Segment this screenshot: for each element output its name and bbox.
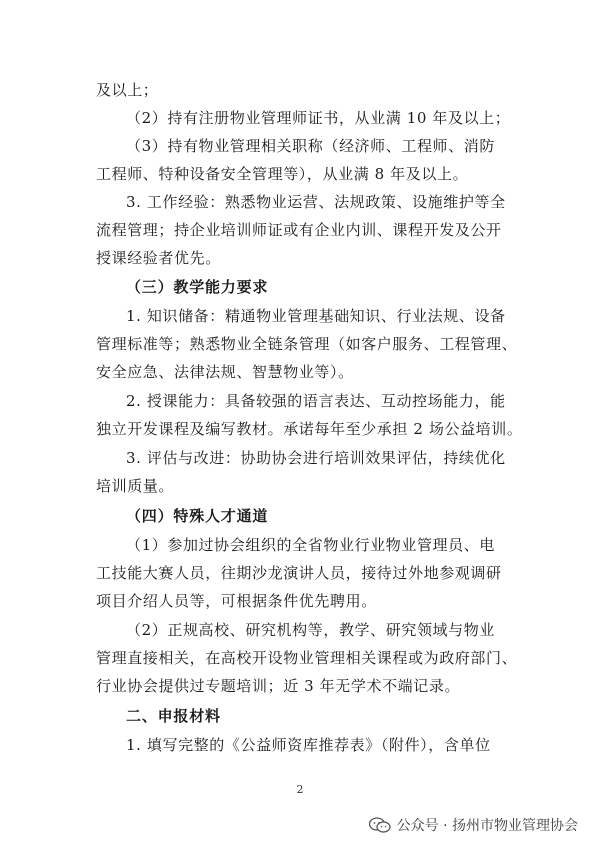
text-line: 工技能大赛人员，往期沙龙演讲人员，接待过外地参观调研 [96,564,502,582]
text-line: 管理标准等；熟悉物业全链条管理（如客户服务、工程管理、 [96,335,518,353]
text-line: 安全应急、法律法规、智慧物业等）。 [96,363,354,381]
text-line: 1. 知识储备：精通物业管理基础知识、行业法规、设备 [126,307,506,325]
text-line: 3. 工作经验：熟悉物业运营、法规政策、设施维护等全 [126,193,506,211]
text-line: 3. 评估与改进：协助协会进行培训效果评估，持续优化 [126,449,506,467]
text-line: 授课经验者优先。 [96,249,221,267]
text-line: （2）持有注册物业管理师证书，从业满 10 年及以上； [126,109,511,127]
section-heading: （四）特殊人才通道 [126,507,269,525]
section-heading: 二、申报材料 [126,707,221,725]
text-line: （1）参加过协会组织的全省物业行业物业管理员、电 [126,536,495,554]
text-line: （3）持有物业管理相关职称（经济师、工程师、消防 [126,137,495,155]
text-line: 培训质量。 [96,477,175,495]
text-line: 及以上； [96,81,159,99]
page-number: 2 [296,783,304,796]
text-line: 项目介绍人员等，可根据条件优先聘用。 [96,592,377,610]
watermark-text: 公众号 · 扬州市物业管理协会 [396,818,578,834]
wechat-icon [369,817,391,833]
text-line: 独立开发课程及编写教材。承诺每年至少承担 2 场公益培训。 [96,420,523,438]
text-line: 1. 填写完整的《公益师资库推荐表》（附件），含单位 [126,736,491,754]
text-line: 管理直接相关，在高校开设物业管理相关课程或为政府部门、 [96,649,518,667]
text-line: 工程师、特种设备安全管理等），从业满 8 年及以上。 [96,165,469,183]
section-heading: （三）教学能力要求 [126,278,269,296]
text-line: 流程管理；持企业培训师证或有企业内训、课程开发及公开 [96,221,502,239]
watermark [365,813,582,837]
text-line: （2）正规高校、研究机构等，教学、研究领域与物业 [126,621,495,639]
text-line: 行业协会提供过专题培训；近 3 年无学术不端记录。 [96,677,461,695]
text-line: 2. 授课能力：具备较强的语言表达、互动控场能力，能 [126,392,506,410]
